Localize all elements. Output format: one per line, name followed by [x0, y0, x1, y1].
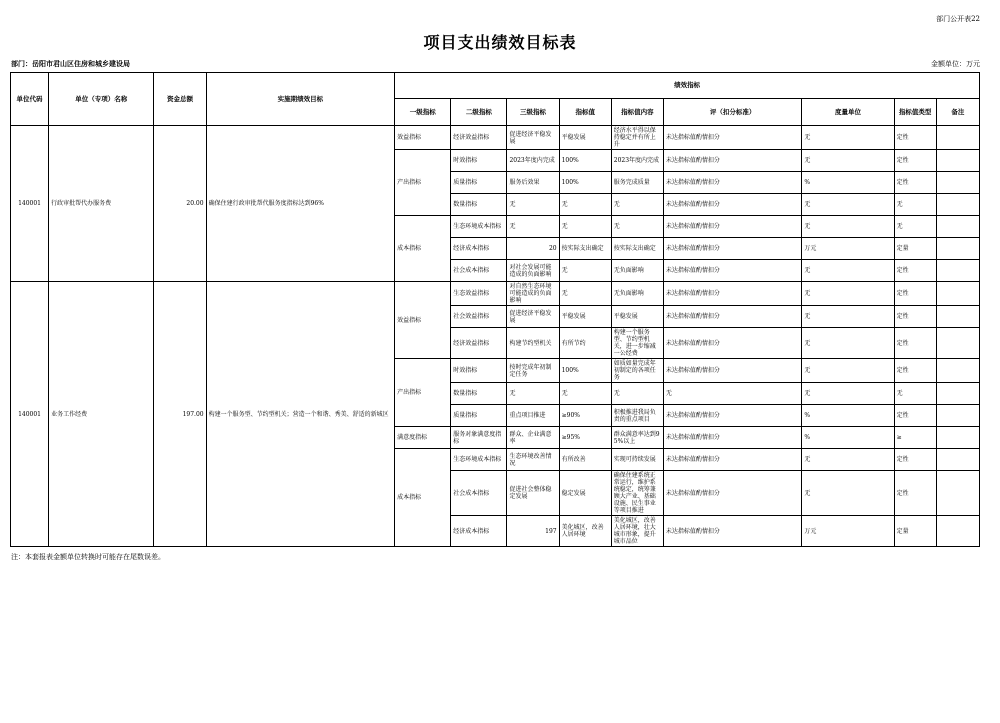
- content-cell: 服务完成质量: [611, 172, 663, 194]
- content-cell: 群众满意率达到95%以上: [611, 427, 663, 449]
- eval-cell: 未达指标值酌情扣分: [663, 238, 801, 260]
- value-type-cell: 定性: [894, 150, 936, 172]
- table-row: [11, 282, 980, 306]
- level2-cell: 质量指标: [451, 405, 507, 427]
- measure-unit-cell: 无: [802, 150, 894, 172]
- level1-cell: 成本指标: [395, 216, 451, 282]
- value-cell: 无: [559, 194, 611, 216]
- eval-cell: 未达指标值酌情扣分: [663, 328, 801, 359]
- eval-cell: 未达指标值酌情扣分: [663, 306, 801, 328]
- unit-name-cell: 业务工作经费: [49, 282, 154, 547]
- value-cell: 无: [559, 260, 611, 282]
- value-type-cell: ≥: [894, 427, 936, 449]
- level3-cell: 重点项目推进: [507, 405, 559, 427]
- level2-cell: 质量指标: [451, 172, 507, 194]
- level3-cell: 生态环境改善情况: [507, 449, 559, 471]
- header-measure: 度量单位: [802, 99, 894, 126]
- level2-cell: 经济效益指标: [451, 328, 507, 359]
- unit-name-cell: 行政审批帮代办服务费: [49, 126, 154, 282]
- remark-cell: [936, 282, 979, 306]
- level3-cell: 197: [507, 516, 559, 547]
- measure-unit-cell: 无: [802, 216, 894, 238]
- remark-cell: [936, 172, 979, 194]
- level3-cell: 20: [507, 238, 559, 260]
- value-cell: 平稳发展: [559, 306, 611, 328]
- level1-cell: 产出指标: [395, 150, 451, 216]
- page-title: 项目支出绩效目标表: [423, 33, 577, 52]
- eval-cell: 未达指标值酌情扣分: [663, 471, 801, 516]
- level2-cell: 经济成本指标: [451, 516, 507, 547]
- eval-cell: 未达指标值酌情扣分: [663, 194, 801, 216]
- eval-cell: 未达指标值酌情扣分: [663, 126, 801, 150]
- content-cell: 按实际支出确定: [611, 238, 663, 260]
- measure-unit-cell: 无: [802, 306, 894, 328]
- level3-cell: 无: [507, 194, 559, 216]
- measure-unit-cell: 无: [802, 449, 894, 471]
- header-vtype: 指标值类型: [894, 99, 936, 126]
- eval-cell: 未达指标值酌情扣分: [663, 427, 801, 449]
- value-type-cell: 定性: [894, 282, 936, 306]
- header-eval: 评（扣分标准）: [663, 99, 801, 126]
- remark-cell: [936, 126, 979, 150]
- remark-cell: [936, 150, 979, 172]
- content-cell: 构建一个服务型、节约型机关，进一步缩减一公经费: [611, 328, 663, 359]
- value-type-cell: 无: [894, 216, 936, 238]
- value-cell: ≥95%: [559, 427, 611, 449]
- eval-cell: 未达指标值酌情扣分: [663, 516, 801, 547]
- measure-unit-cell: %: [802, 172, 894, 194]
- level3-cell: 促进社会整体稳定发展: [507, 471, 559, 516]
- remark-cell: [936, 260, 979, 282]
- value-type-cell: 无: [894, 383, 936, 405]
- remark-cell: [936, 306, 979, 328]
- header-row-1: [11, 73, 980, 99]
- value-type-cell: 定性: [894, 306, 936, 328]
- remark-cell: [936, 194, 979, 216]
- remark-cell: [936, 471, 979, 516]
- level3-cell: 促进经济平稳发展: [507, 306, 559, 328]
- page-number-label: 部门公开表22: [936, 15, 980, 23]
- eval-cell: 未达指标值酌情扣分: [663, 150, 801, 172]
- measure-unit-cell: 无: [802, 383, 894, 405]
- level1-cell: 产出指标: [395, 359, 451, 427]
- remark-cell: [936, 449, 979, 471]
- content-cell: 无负面影响: [611, 282, 663, 306]
- content-cell: 2023年度内完成: [611, 150, 663, 172]
- eval-cell: 未达指标值酌情扣分: [663, 216, 801, 238]
- level2-cell: 时效指标: [451, 150, 507, 172]
- content-cell: 美化城区，改善人居环境，壮大城市形象，提升城市品位: [611, 516, 663, 547]
- level2-cell: 数量指标: [451, 194, 507, 216]
- goal-cell: 构建一个服务型、节约型机关；营造一个和谐、秀美、舒适的新城区: [206, 282, 395, 547]
- eval-cell: 未达指标值酌情扣分: [663, 172, 801, 194]
- value-cell: 无: [559, 282, 611, 306]
- measure-unit-cell: 无: [802, 282, 894, 306]
- content-cell: 无: [611, 383, 663, 405]
- level3-cell: 促进经济平稳发展: [507, 126, 559, 150]
- header-value: 指标值: [559, 99, 611, 126]
- header-remark: 备注: [936, 99, 979, 126]
- level3-cell: 服务后效果: [507, 172, 559, 194]
- content-cell: 经济水平得以保持稳定并有所上升: [611, 126, 663, 150]
- goal-cell: 确保住建行政审批帮代服务度指标达到96%: [206, 126, 395, 282]
- measure-unit-cell: 无: [802, 359, 894, 383]
- value-cell: 无: [559, 383, 611, 405]
- level2-cell: 社会成本指标: [451, 471, 507, 516]
- header-unit-name: 单位（专项）名称: [49, 73, 154, 126]
- value-type-cell: 定性: [894, 328, 936, 359]
- value-cell: 稳定发展: [559, 471, 611, 516]
- level2-cell: 生态环境成本指标: [451, 449, 507, 471]
- measure-unit-cell: %: [802, 405, 894, 427]
- level3-cell: 无: [507, 383, 559, 405]
- content-cell: 确保住建系统正常运行，维护系统稳定，统筹兼顾大产业、基础设施、民生事业等项目推进: [611, 471, 663, 516]
- level2-cell: 生态效益指标: [451, 282, 507, 306]
- value-type-cell: 定性: [894, 471, 936, 516]
- measure-unit-cell: 无: [802, 126, 894, 150]
- remark-cell: [936, 516, 979, 547]
- value-cell: 100%: [559, 359, 611, 383]
- level1-cell: 效益指标: [395, 282, 451, 359]
- content-cell: 无: [611, 216, 663, 238]
- eval-cell: 未达指标值酌情扣分: [663, 449, 801, 471]
- value-cell: 无: [559, 216, 611, 238]
- table-body: [11, 73, 980, 547]
- footnote: 注：本套报表金额单位转换时可能存在尾数误差。: [11, 553, 165, 561]
- value-type-cell: 定性: [894, 260, 936, 282]
- level2-cell: 经济成本指标: [451, 238, 507, 260]
- eval-cell: 无: [663, 383, 801, 405]
- remark-cell: [936, 405, 979, 427]
- value-cell: 有所节约: [559, 328, 611, 359]
- content-cell: 积极推进我局负责的重点项目: [611, 405, 663, 427]
- content-cell: 无负面影响: [611, 260, 663, 282]
- remark-cell: [936, 427, 979, 449]
- value-cell: 美化城区，改善人居环境: [559, 516, 611, 547]
- measure-unit-cell: 无: [802, 328, 894, 359]
- remark-cell: [936, 328, 979, 359]
- header-content: 指标值内容: [611, 99, 663, 126]
- remark-cell: [936, 359, 979, 383]
- value-cell: 100%: [559, 150, 611, 172]
- value-type-cell: 定量: [894, 516, 936, 547]
- measure-unit-cell: 万元: [802, 238, 894, 260]
- value-cell: 有所改善: [559, 449, 611, 471]
- eval-cell: 未达指标值酌情扣分: [663, 405, 801, 427]
- value-type-cell: 定性: [894, 172, 936, 194]
- value-cell: 按实际支出确定: [559, 238, 611, 260]
- measure-unit-cell: 无: [802, 194, 894, 216]
- measure-unit-cell: 无: [802, 471, 894, 516]
- remark-cell: [936, 383, 979, 405]
- header-unit-code: 单位代码: [11, 73, 49, 126]
- level2-cell: 服务对象满意度指标: [451, 427, 507, 449]
- level1-cell: 效益指标: [395, 126, 451, 150]
- value-type-cell: 定量: [894, 238, 936, 260]
- content-cell: 平稳发展: [611, 306, 663, 328]
- level3-cell: 无: [507, 216, 559, 238]
- performance-table: [10, 72, 980, 547]
- department-label: 部门：岳阳市君山区住房和城乡建设局: [11, 59, 130, 68]
- amount-cell: 197.00: [154, 282, 206, 547]
- level3-cell: 对自然生态环境可能造成的负面影响: [507, 282, 559, 306]
- value-cell: 平稳发展: [559, 126, 611, 150]
- unit-code-cell: 140001: [11, 282, 49, 547]
- level2-cell: 时效指标: [451, 359, 507, 383]
- level3-cell: 构建节约型机关: [507, 328, 559, 359]
- header-perf: 绩效指标: [395, 73, 980, 99]
- value-cell: 100%: [559, 172, 611, 194]
- level1-cell: 成本指标: [395, 449, 451, 547]
- unit-code-cell: 140001: [11, 126, 49, 282]
- level2-cell: 生态环境成本指标: [451, 216, 507, 238]
- value-type-cell: 定性: [894, 359, 936, 383]
- level2-cell: 社会效益指标: [451, 306, 507, 328]
- remark-cell: [936, 238, 979, 260]
- level3-cell: 按时完成年初制定任务: [507, 359, 559, 383]
- header-goal: 实施期绩效目标: [206, 73, 395, 126]
- header-l3: 三级指标: [507, 99, 559, 126]
- value-type-cell: 定性: [894, 405, 936, 427]
- table-row: [11, 126, 980, 150]
- header-total: 资金总额: [154, 73, 206, 126]
- measure-unit-cell: %: [802, 427, 894, 449]
- level2-cell: 经济效益指标: [451, 126, 507, 150]
- value-type-cell: 定性: [894, 126, 936, 150]
- remark-cell: [936, 216, 979, 238]
- level1-cell: 满意度指标: [395, 427, 451, 449]
- level2-cell: 数量指标: [451, 383, 507, 405]
- content-cell: 无: [611, 194, 663, 216]
- header-l1: 一级指标: [395, 99, 451, 126]
- value-type-cell: 无: [894, 194, 936, 216]
- eval-cell: 未达指标值酌情扣分: [663, 260, 801, 282]
- level3-cell: 2023年度内完成: [507, 150, 559, 172]
- level3-cell: 对社会发展可能造成的负面影响: [507, 260, 559, 282]
- level2-cell: 社会成本指标: [451, 260, 507, 282]
- eval-cell: 未达指标值酌情扣分: [663, 282, 801, 306]
- header-l2: 二级指标: [451, 99, 507, 126]
- amount-cell: 20.00: [154, 126, 206, 282]
- content-cell: 如质如量完成年初制定的各项任务: [611, 359, 663, 383]
- eval-cell: 未达指标值酌情扣分: [663, 359, 801, 383]
- value-cell: ≥90%: [559, 405, 611, 427]
- measure-unit-cell: 无: [802, 260, 894, 282]
- amount-unit-label: 金额单位：万元: [931, 60, 980, 68]
- level3-cell: 群众、企业满意率: [507, 427, 559, 449]
- value-type-cell: 定性: [894, 449, 936, 471]
- measure-unit-cell: 万元: [802, 516, 894, 547]
- content-cell: 实现可持续发展: [611, 449, 663, 471]
